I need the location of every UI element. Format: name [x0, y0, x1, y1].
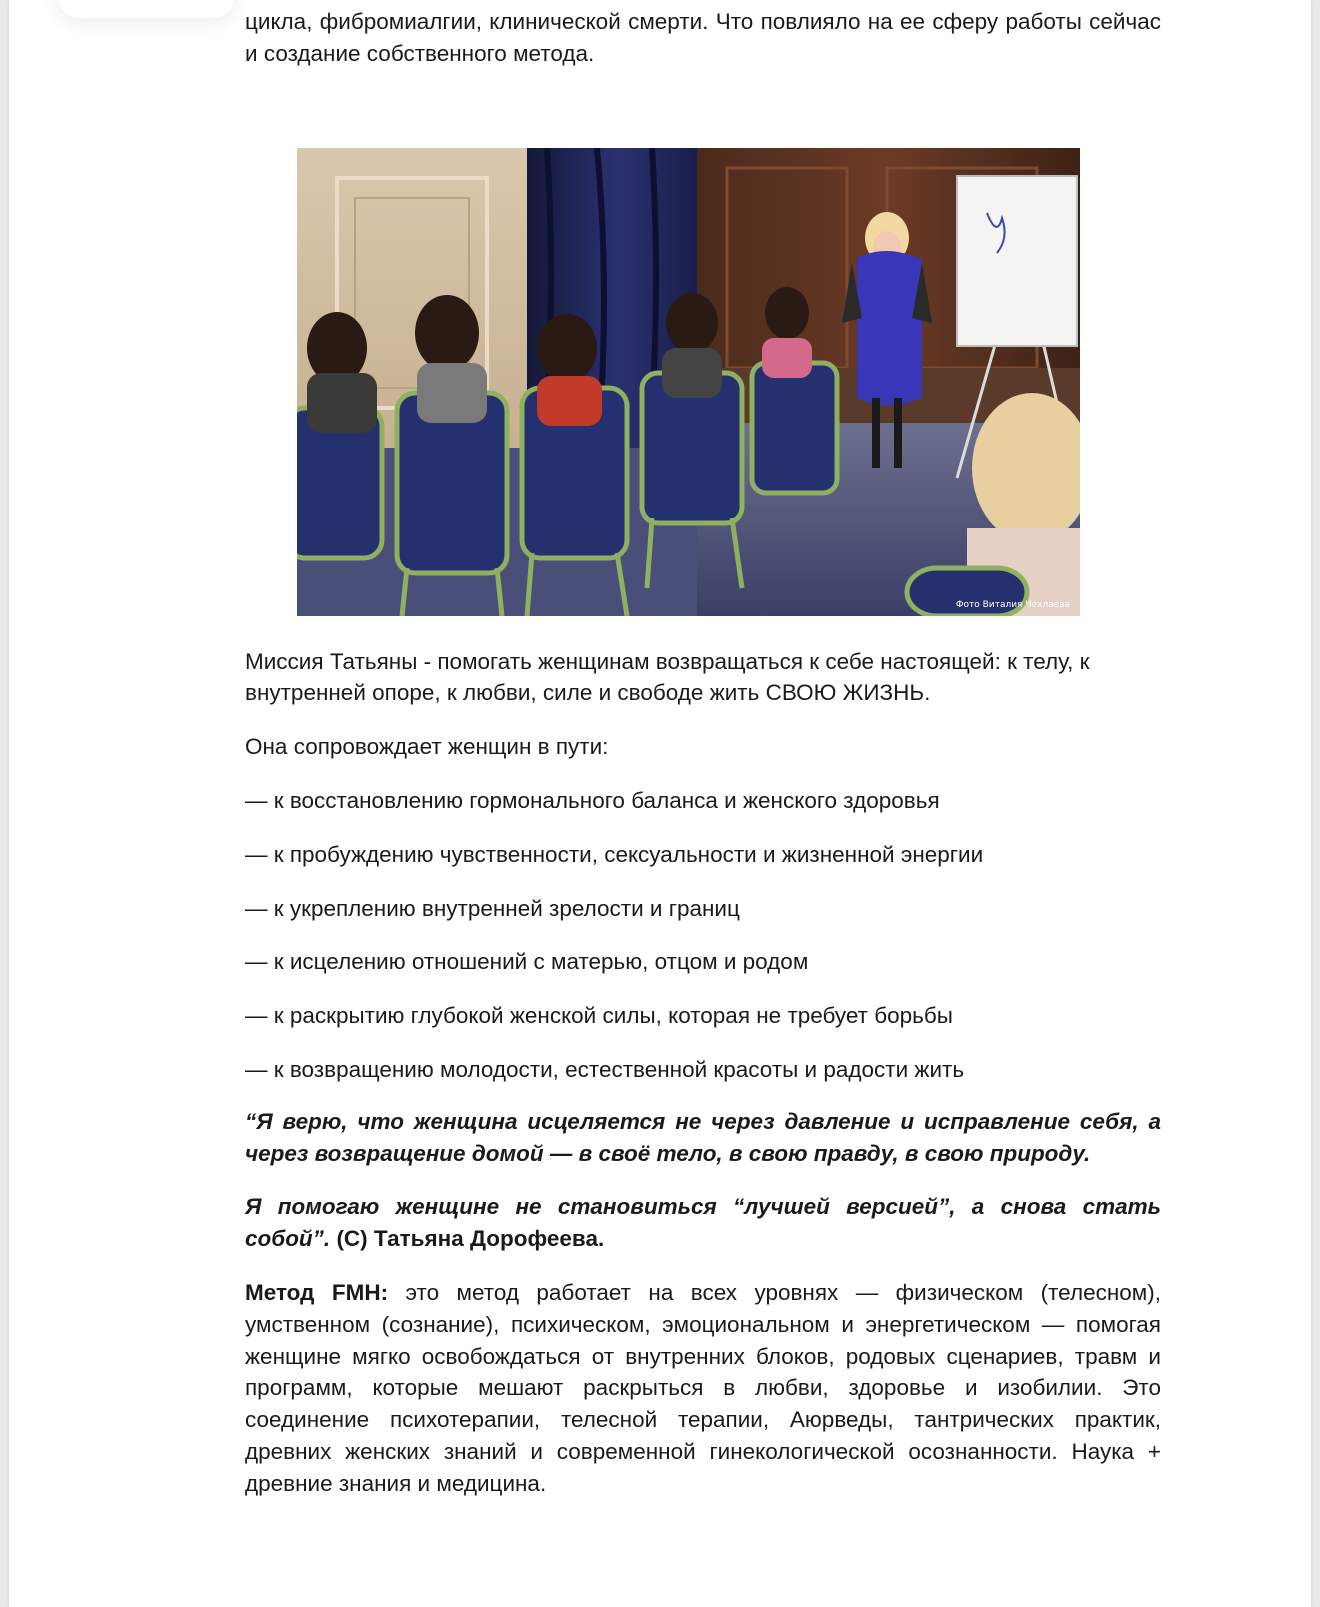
mission-paragraph: Миссия Татьяны - помогать женщинам возвращаться к себе настоящей: к телу, к внутренней опоре, к любви, силе и свободе жить СВОЮ ЖИЗНЬ. — [245, 648, 1090, 706]
quote-text: Я помогаю женщине не становиться “лучшей версией”, а снова стать собой”. — [245, 1194, 1161, 1252]
photo-credit: Фото Виталия Чехлаева — [955, 599, 1070, 610]
list-item: — к укреплению внутренней зрелости и границ — [245, 895, 740, 921]
list-item: — к пробуждению чувственности, сексуальности и жизненной энергии — [245, 841, 984, 867]
method-text: это метод работает на всех уровнях — физическом (телесном), умственном (сознание), психическом, эмоциональном и энергетическом — помогая женщине мягко освобождаться от внутренних блоков, родовых сценариев, травм и программ, которые мешают раскрыться в любви, здоровье и изобилии. Это соединение психотерапии, телесной терапии, Аюрведы, тантрических практик, древних женских знаний и современной гинекологической осознанности. Наука + древние знания и медицина. — [245, 1279, 1161, 1496]
journey-intro: Она сопровождает женщин в пути: — [245, 734, 609, 760]
seminar-photo — [297, 148, 1080, 616]
document-content — [245, 6, 1161, 1500]
document-page — [9, 0, 1311, 1607]
quote-signature: (С) Татьяна Дорофеева. — [330, 1226, 605, 1252]
list-item: — к раскрытию глубокой женской силы, которая не требует борьбы — [245, 1003, 953, 1029]
list-item: — к исцелению отношений с матерью, отцом и родом — [245, 949, 809, 975]
method-paragraph — [245, 1277, 1161, 1500]
list-item: — к восстановлению гормонального баланса и женского здоровья — [245, 787, 940, 813]
method-lead: Метод FMH: — [245, 1279, 389, 1305]
seminar-photo-illustration — [297, 148, 1080, 616]
intro-paragraph: цикла, фибромиалгии, клинической смерти. Что повлияло на ее сферу работы сейчас и создание собственного метода. — [245, 9, 1161, 66]
quote-paragraph-2 — [245, 1191, 1161, 1255]
list-item: — к возвращению молодости, естественной красоты и радости жить — [245, 1056, 965, 1082]
page-corner-tab — [57, 0, 235, 18]
quote-paragraph: “Я верю, что женщина исцеляется не через давление и исправление себя, а через возвращение домой — в своё тело, в свою правду, в свою природу. — [245, 1108, 1161, 1166]
